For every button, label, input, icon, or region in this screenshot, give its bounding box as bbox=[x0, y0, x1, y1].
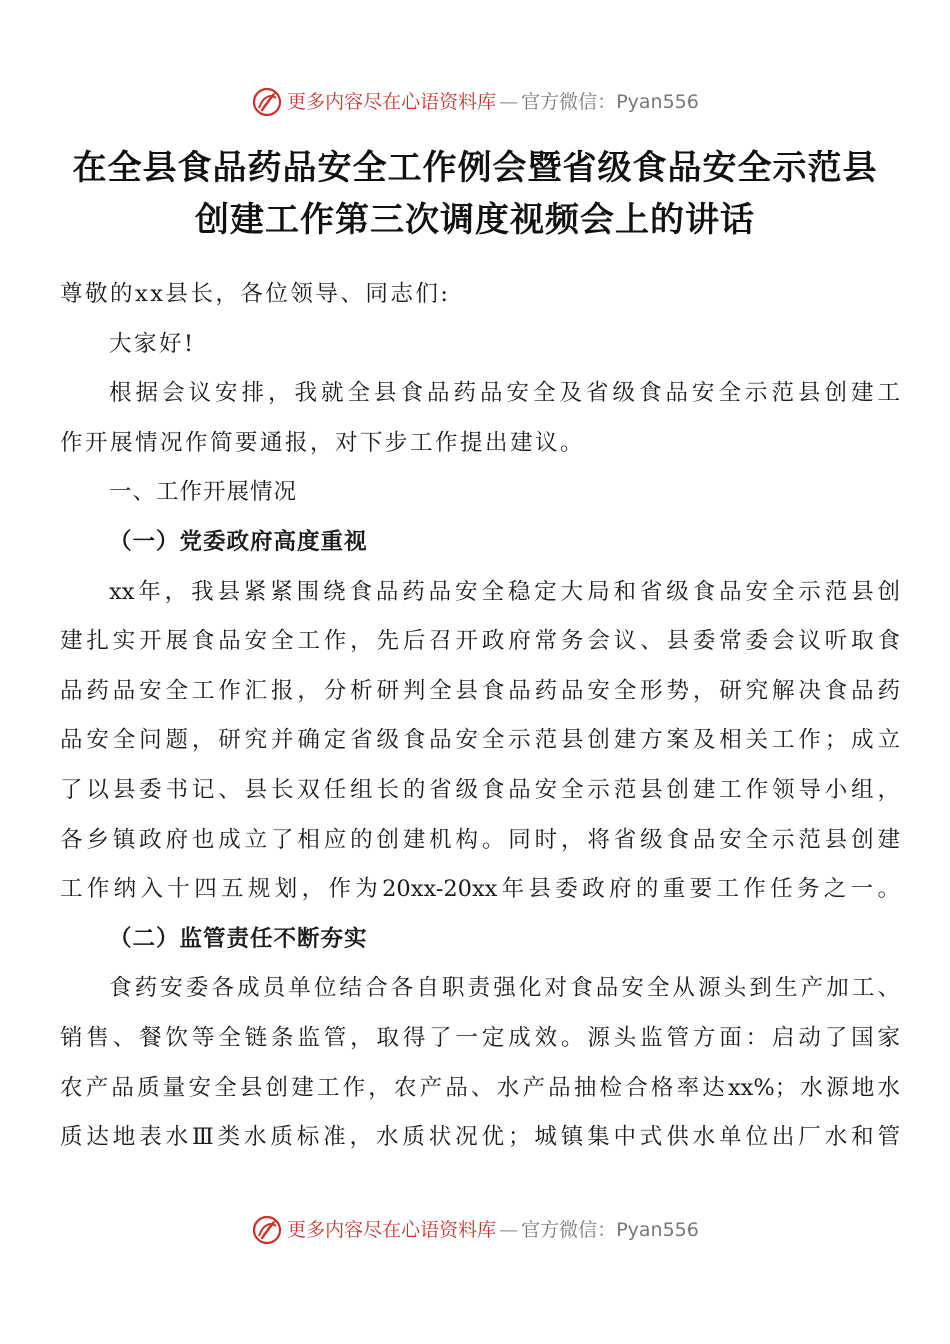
pen-swirl-logo-icon bbox=[251, 1214, 283, 1246]
document-title-line-2: 创建工作第三次调度视频会上的讲话 bbox=[195, 200, 755, 240]
paragraph-line: 品安全问题，研究并确定省级食品安全示范县创建方案及相关工作；成立 bbox=[60, 727, 900, 754]
salutation: 尊敬的xx县长，各位领导、同志们: bbox=[60, 281, 451, 307]
footer-watermark-banner bbox=[0, 1214, 950, 1246]
paragraph-line: 食药安委各成员单位结合各自职责强化对食品安全从源头到生产加工、 bbox=[109, 975, 900, 1002]
watermark-label: 官方微信： bbox=[521, 1219, 617, 1241]
document-title-line-1: 在全县食品药品安全工作例会暨省级食品安全示范县 bbox=[72, 148, 878, 188]
watermark-label: 官方微信： bbox=[521, 91, 617, 113]
paragraph-line: 作开展情况作简要通报，对下步工作提出建议。 bbox=[60, 429, 586, 456]
watermark-separator: — bbox=[499, 91, 519, 113]
watermark-promo-text: 更多内容尽在心语资料库 bbox=[287, 91, 497, 113]
paragraph-line: 建扎实开展食品安全工作，先后召开政府常务会议、县委常委会议听取食 bbox=[60, 628, 900, 655]
greeting: 大家好! bbox=[109, 330, 196, 357]
paragraph-line: 质达地表水Ⅲ类水质标准，水质状况优；城镇集中式供水单位出厂水和管 bbox=[60, 1124, 900, 1151]
paragraph-line: xx年，我县紧紧围绕食品药品安全稳定大局和省级食品安全示范县创 bbox=[109, 578, 900, 605]
paragraph-line: 品药品安全工作汇报，分析研判全县食品药品安全形势，研究解决食品药 bbox=[60, 677, 900, 704]
paragraph-line: 农产品质量安全县创建工作，农产品、水产品抽检合格率达xx%；水源地水 bbox=[60, 1074, 900, 1101]
watermark-wechat-id: Pyan556 bbox=[616, 91, 699, 113]
section-heading: 一、工作开展情况 bbox=[109, 479, 298, 506]
watermark-wechat-id: Pyan556 bbox=[616, 1219, 699, 1241]
document-body bbox=[60, 270, 900, 1163]
paragraph-line: 根据会议安排，我就全县食品药品安全及省级食品安全示范县创建工 bbox=[109, 380, 900, 407]
paragraph-line: 销售、餐饮等全链条监管，取得了一定成效。源头监管方面：启动了国家 bbox=[60, 1024, 900, 1051]
subsection-heading: （一）党委政府高度重视 bbox=[109, 528, 368, 555]
watermark-promo-text: 更多内容尽在心语资料库 bbox=[287, 1219, 497, 1241]
watermark-separator: — bbox=[499, 1219, 519, 1241]
paragraph-line: 各乡镇政府也成立了相应的创建机构。同时，将省级食品安全示范县创建 bbox=[60, 826, 900, 853]
paragraph-line: 了以县委书记、县长双任组长的省级食品安全示范县创建工作领导小组， bbox=[60, 776, 900, 803]
pen-swirl-logo-icon bbox=[251, 86, 283, 118]
header-watermark-banner bbox=[0, 86, 950, 118]
paragraph-line: 工作纳入十四五规划，作为20xx-20xx年县委政府的重要工作任务之一。 bbox=[60, 876, 900, 903]
subsection-heading: （二）监管责任不断夯实 bbox=[109, 925, 368, 952]
